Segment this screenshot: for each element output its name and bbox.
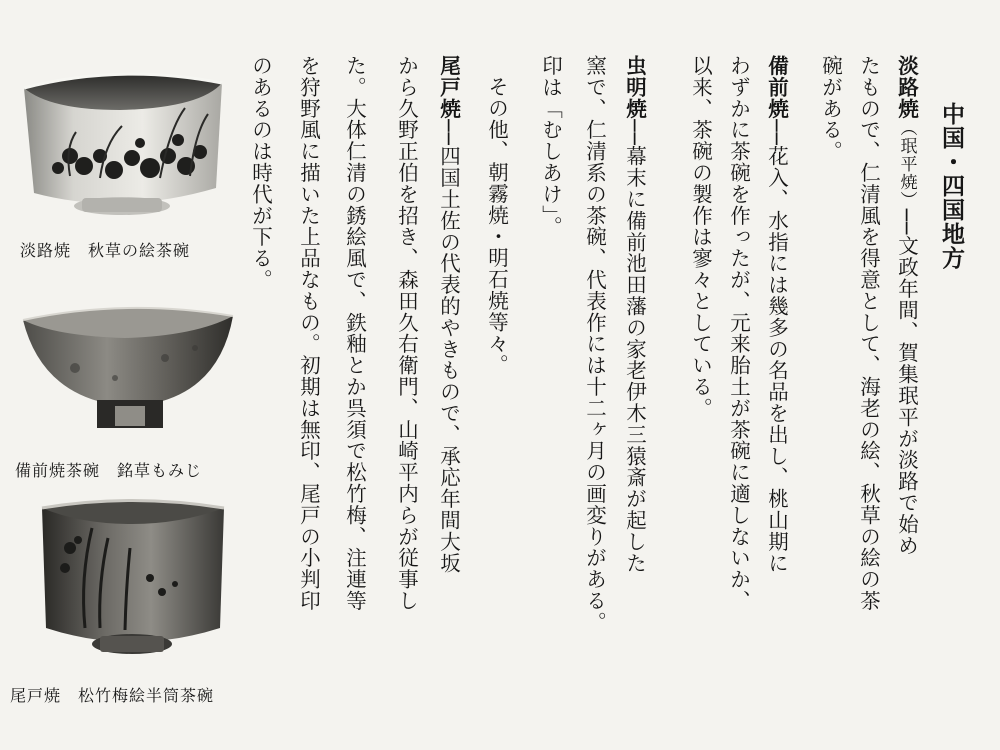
awaji-line-2: たもので、仁清風を得意として、海老の絵、秋草の絵の茶 xyxy=(856,55,881,612)
mushiake-term: 虫明焼 xyxy=(622,55,647,120)
others-line: その他、朝霧焼・明石焼等々。 xyxy=(484,76,509,376)
caption-odo-bowl: 尾戸焼 松竹梅絵半筒茶碗 xyxy=(10,686,215,705)
awaji-bowl-photo xyxy=(10,48,235,228)
awaji-line-3: 碗がある。 xyxy=(818,55,843,162)
odo-line-1 xyxy=(438,55,459,574)
odo-bowl-photo xyxy=(30,488,235,668)
bizen-line-1-text: ──花入、水指には幾多の名品を出し、桃山期に xyxy=(764,119,789,574)
bizen-line-1 xyxy=(766,55,787,574)
odo-term: 尾戸焼 xyxy=(436,55,461,120)
odo-line-4: を狩野風に描いた上品なもの。初期は無印、尾戸の小判印 xyxy=(296,55,321,612)
mushiake-line-1-text: ──幕末に備前池田藩の家老伊木三猿斎が起した xyxy=(622,119,647,574)
mushiake-line-2: 窯で、仁清系の茶碗、代表作には十二ヶ月の画変りがある。 xyxy=(582,55,607,633)
section-heading: 中国・四国地方 xyxy=(938,102,964,270)
bizen-line-2: わずかに茶碗を作ったが、元来胎土が茶碗に適しないか、 xyxy=(726,55,751,612)
caption-bizen-bowl: 備前焼茶碗 銘草もみじ xyxy=(15,461,203,480)
odo-line-5: のあるのは時代が下る。 xyxy=(248,55,273,291)
awaji-line-1-text: ──文政年間、賀集珉平が淡路で始め xyxy=(894,208,919,557)
mushiake-line-1 xyxy=(624,55,645,574)
awaji-line-1 xyxy=(896,55,917,556)
mushiake-line-3: 印は「むしあけ」。 xyxy=(538,55,563,238)
awaji-term: 淡路焼 xyxy=(894,55,919,120)
odo-line-1-text: ──四国土佐の代表的やきもので、承応年間大坂 xyxy=(436,119,461,574)
awaji-alias: （珉平焼） xyxy=(896,119,917,209)
odo-line-2: から久野正伯を招き、森田久右衛門、山崎平内らが従事し xyxy=(394,55,419,612)
bizen-term: 備前焼 xyxy=(764,55,789,120)
bizen-line-3: 以来、茶碗の製作は寥々としている。 xyxy=(688,55,713,419)
bizen-bowl-photo xyxy=(15,288,240,448)
caption-awaji-bowl: 淡路焼 秋草の絵茶碗 xyxy=(20,241,191,260)
odo-line-3: た。大体仁清の銹絵風で、鉄釉とか呉須で松竹梅、注連等 xyxy=(342,55,367,612)
